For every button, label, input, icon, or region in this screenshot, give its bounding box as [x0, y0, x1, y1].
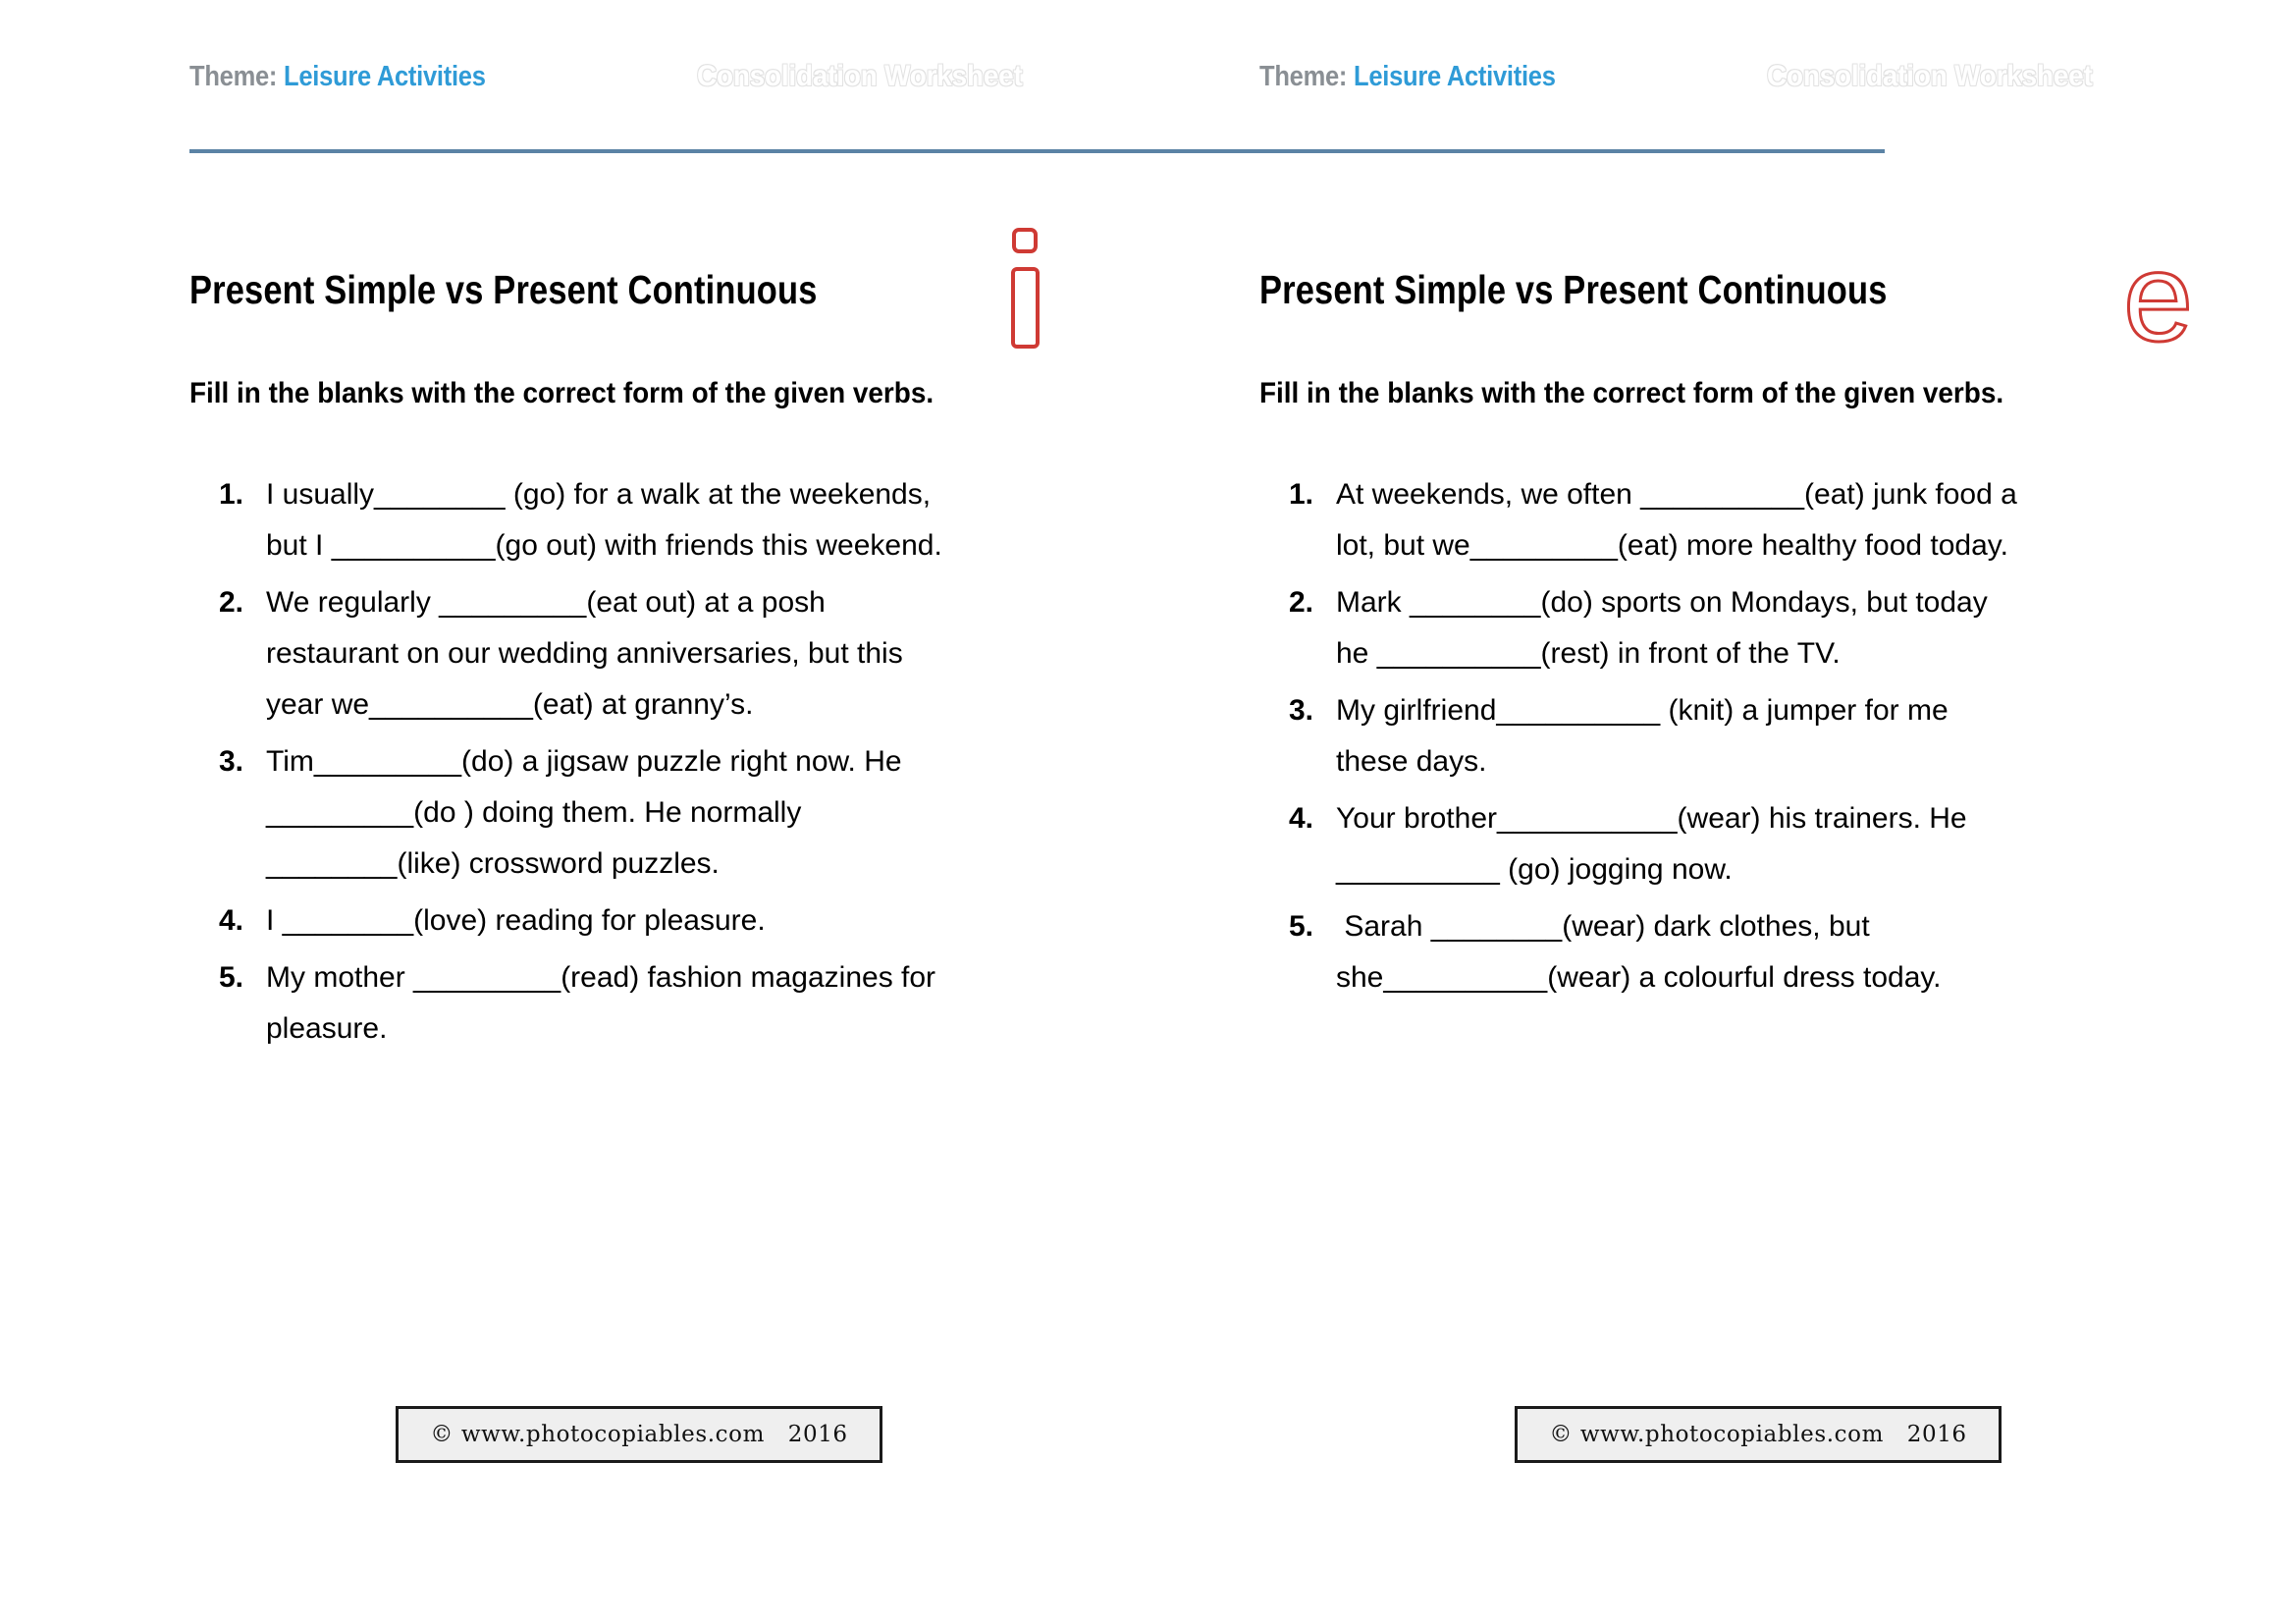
item-text: My mother _________(read) fashion magazines for pleasure. [266, 961, 944, 1045]
title-row-right [1259, 228, 2241, 368]
theme-value: Leisure Activities [284, 61, 486, 92]
exercise-list-right [1259, 469, 2241, 1003]
item-number: 3. [219, 745, 244, 778]
list-item [189, 577, 1171, 731]
letter-i-stem-icon [1011, 267, 1040, 349]
item-text: At weekends, we often __________(eat) junk food a lot, but we_________(eat) more healthy food today. [1336, 478, 2026, 562]
instruction-text: Fill in the blanks with the correct form of the given verbs. [1259, 377, 2004, 409]
list-item [1259, 469, 2241, 571]
item-number: 3. [1289, 694, 1314, 727]
copyright-box-left [396, 1406, 882, 1463]
worksheet-type-label: Consolidation Worksheet [697, 60, 1023, 92]
exercise-list-left [189, 469, 1171, 1055]
letter-i-dot-icon [1012, 228, 1038, 253]
worksheet-type-left-wrap [697, 57, 1047, 96]
header-group-right [1259, 57, 1809, 116]
theme-label: Theme: [189, 61, 278, 92]
item-number: 4. [1289, 802, 1314, 835]
title-row-left [189, 245, 1171, 353]
copyright-text: © www.photocopiables.com 2016 [1549, 1422, 1967, 1447]
list-item [189, 895, 1171, 947]
worksheet-column-left [189, 245, 1171, 1070]
item-text: We regularly _________(eat out) at a posh restaurant on our wedding anniversaries, but this year we__________(eat) at granny’s. [266, 586, 912, 721]
item-text: Your brother___________(wear) his trainers. He __________ (go) jogging now. [1336, 802, 1975, 886]
theme-line-left [189, 57, 486, 96]
item-text: Mark ________(do) sports on Mondays, but today he __________(rest) in front of the TV. [1336, 586, 1997, 670]
item-number: 4. [219, 904, 244, 937]
copyright-box-right [1515, 1406, 2002, 1463]
item-number: 1. [1289, 478, 1314, 511]
list-item [189, 469, 1171, 571]
worksheet-type-label: Consolidation Worksheet [1767, 60, 2093, 92]
item-number: 5. [1289, 910, 1314, 943]
letter-e-icon: e [2123, 228, 2194, 368]
item-text: Tim_________(do) a jigsaw puzzle right now. He _________(do ) doing them. He normally ________(like) crossword puzzles. [266, 745, 910, 880]
item-number: 2. [219, 586, 244, 619]
item-text: I usually________ (go) for a walk at the weekends, but I __________(go out) with friends this weekend. [266, 478, 942, 562]
item-number: 1. [219, 478, 244, 511]
page-header [0, 57, 2296, 116]
item-number: 5. [219, 961, 244, 994]
header-group-left [189, 57, 739, 116]
theme-line-right [1259, 57, 1556, 96]
list-item [1259, 685, 2241, 787]
copyright-text: © www.photocopiables.com 2016 [430, 1422, 848, 1447]
list-item [1259, 901, 2241, 1003]
item-text: My girlfriend__________ (knit) a jumper for me these days. [1336, 694, 1956, 778]
header-divider-rule [189, 149, 1885, 153]
list-item [189, 952, 1171, 1055]
list-item [1259, 577, 2241, 679]
item-text: I ________(love) reading for pleasure. [266, 904, 766, 937]
page-title: Present Simple vs Present Continuous [189, 267, 818, 312]
page-title: Present Simple vs Present Continuous [1259, 267, 1888, 312]
worksheet-column-right [1259, 228, 2241, 1019]
worksheet-type-right-wrap [1767, 57, 2117, 96]
theme-value: Leisure Activities [1354, 61, 1556, 92]
instruction-text: Fill in the blanks with the correct form of the given verbs. [189, 377, 934, 409]
item-number: 2. [1289, 586, 1314, 619]
theme-label: Theme: [1259, 61, 1348, 92]
item-text: Sarah ________(wear) dark clothes, but she__________(wear) a colourful dress today. [1336, 910, 1942, 994]
letter-i-icon [1002, 228, 1055, 355]
list-item [189, 736, 1171, 890]
list-item [1259, 793, 2241, 895]
